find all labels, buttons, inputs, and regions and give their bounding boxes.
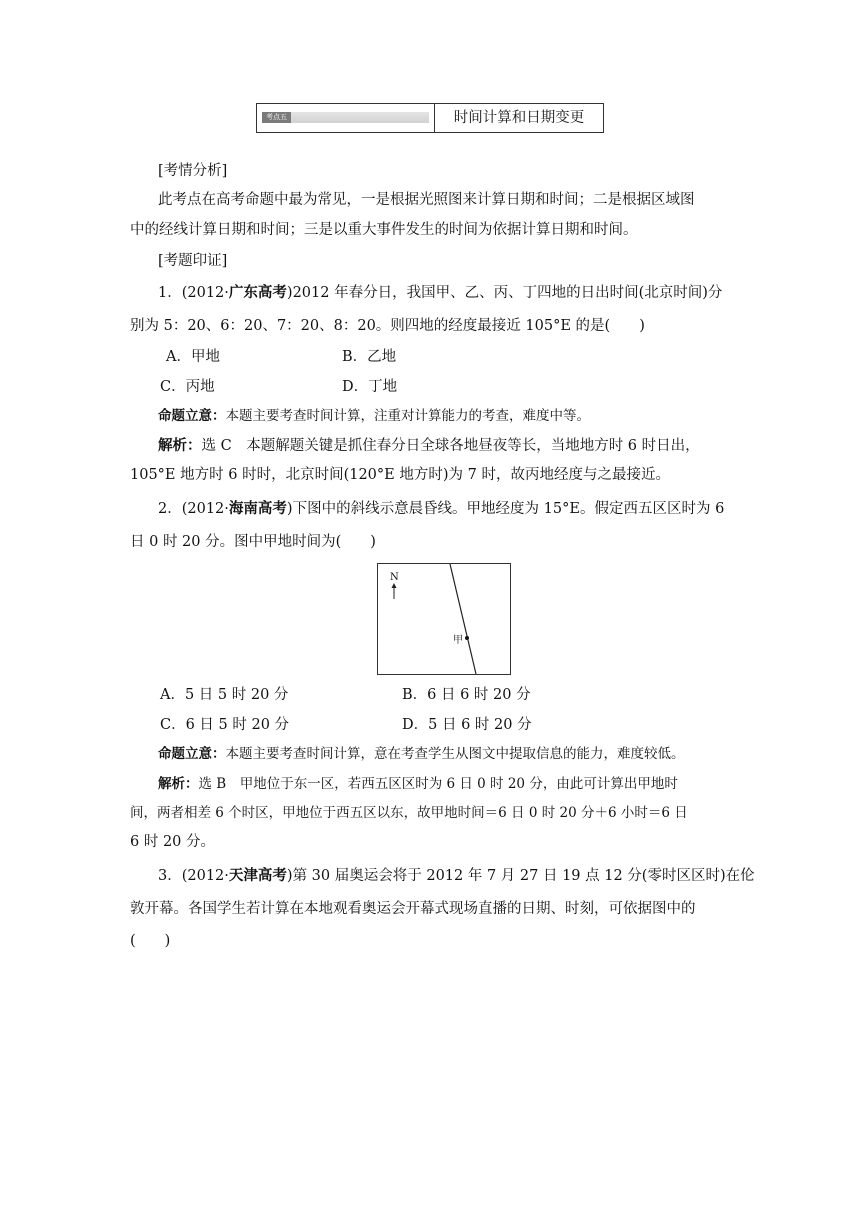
- q2-intent-label: 命题立意：: [158, 746, 226, 762]
- q1-intent-label: 命题立意：: [158, 408, 226, 424]
- banner-strip: [262, 112, 429, 123]
- q2-prefix: 2．(2012·: [158, 501, 229, 517]
- q3-stem-line-2: 敦开幕。各国学生若计算在本地观看奥运会开幕式现场直播的日期、时刻，可依据图中的: [130, 901, 696, 917]
- q1-prefix: 1．(2012·: [158, 285, 229, 301]
- q2-option-d: D．5 日 6 时 20 分: [402, 717, 532, 733]
- q1-answer-line-2: 105°E 地方时 6 时时，北京时间(120°E 地方时)为 7 时，故丙地经度与之最接近。: [130, 467, 670, 483]
- q2-option-a: A．5 日 5 时 20 分: [160, 687, 289, 703]
- north-label: N: [390, 572, 399, 583]
- analysis-line-2: 中的经线计算日期和时间；三是以重大事件发生的时间为依据计算日期和时间。: [130, 222, 638, 238]
- q2-stem-1: )下图中的斜线示意晨昏线。甲地经度为 15°E。假定西五区区时为 6: [286, 501, 725, 517]
- verify-heading: [考题印证]: [158, 253, 228, 269]
- q2-answer-line-2: 间，两者相差 6 个时区，甲地位于西五区以东，故甲地时间＝6 日 0 时 20 分＋6 小时＝6 日: [130, 805, 688, 821]
- point-jia-label: 甲: [453, 635, 463, 646]
- q1-answer-label: 解析：: [158, 438, 202, 454]
- q3-stem-1: )第 30 届奥运会将于 2012 年 7 月 27 日 19 点 12 分(零时区区时)在伦: [286, 868, 755, 884]
- q1-intent-text: 本题主要考查时间计算，注重对计算能力的考查，难度中等。: [225, 408, 590, 424]
- q2-stem-line-1: [158, 499, 724, 519]
- q3-stem-line-3: ( ): [130, 933, 171, 949]
- q2-intent-text: 本题主要考查时间计算，意在考查学生从图文中提取信息的能力，难度较低。: [225, 746, 685, 762]
- banner-label-area: [257, 104, 435, 132]
- q1-option-c: C．丙地: [160, 379, 215, 395]
- point-jia-marker: [465, 636, 469, 640]
- q1-answer-text-1: 选 C 本题解题关键是抓住春分日全球各地昼夜等长，当地地方时 6 时日出，: [201, 438, 700, 454]
- q2-answer-text-1: 选 B 甲地位于东一区，若西五区区时为 6 日 0 时 20 分，由此可计算出甲地时: [198, 776, 678, 792]
- analysis-heading: [考情分析]: [158, 163, 228, 179]
- q2-option-c: C．6 日 5 时 20 分: [160, 717, 290, 733]
- q2-option-b: B．6 日 6 时 20 分: [402, 687, 531, 703]
- q2-intent: [158, 744, 685, 764]
- q1-answer-line-1: [158, 436, 700, 456]
- q1-source: 广东高考: [228, 285, 287, 301]
- q1-stem-line-2: 别为 5：20、6：20、7：20、8：20。则四地的经度最接近 105°E 的是( ): [130, 318, 645, 334]
- q2-answer-label: 解析：: [158, 776, 199, 792]
- section-banner: [256, 103, 604, 133]
- q3-stem-line-1: [158, 866, 755, 886]
- q1-option-b: B．乙地: [342, 349, 397, 365]
- q1-stem-1: )2012 年春分日，我国甲、乙、丙、丁四地的日出时间(北京时间)分: [286, 285, 723, 301]
- q1-option-a: A．甲地: [166, 349, 220, 365]
- q2-stem-line-2: 日 0 时 20 分。图中甲地时间为( ): [130, 534, 376, 550]
- terminator-figure: [377, 563, 511, 675]
- q2-answer-line-1: [158, 774, 678, 794]
- q1-stem-line-1: [158, 283, 722, 303]
- q3-prefix: 3．(2012·: [158, 868, 229, 884]
- analysis-line-1: 此考点在高考命题中最为常见，一是根据光照图来计算日期和时间；二是根据区域图: [158, 192, 695, 208]
- terminator-diagram: [377, 563, 511, 675]
- q2-source: 海南高考: [228, 501, 287, 517]
- q1-option-d: D．丁地: [342, 379, 398, 395]
- q1-intent: [158, 406, 590, 426]
- q3-source: 天津高考: [228, 868, 287, 884]
- q2-answer-line-3: 6 时 20 分。: [130, 834, 216, 850]
- section-title: 时间计算和日期变更: [453, 110, 585, 126]
- banner-tag: 考点五: [262, 112, 291, 123]
